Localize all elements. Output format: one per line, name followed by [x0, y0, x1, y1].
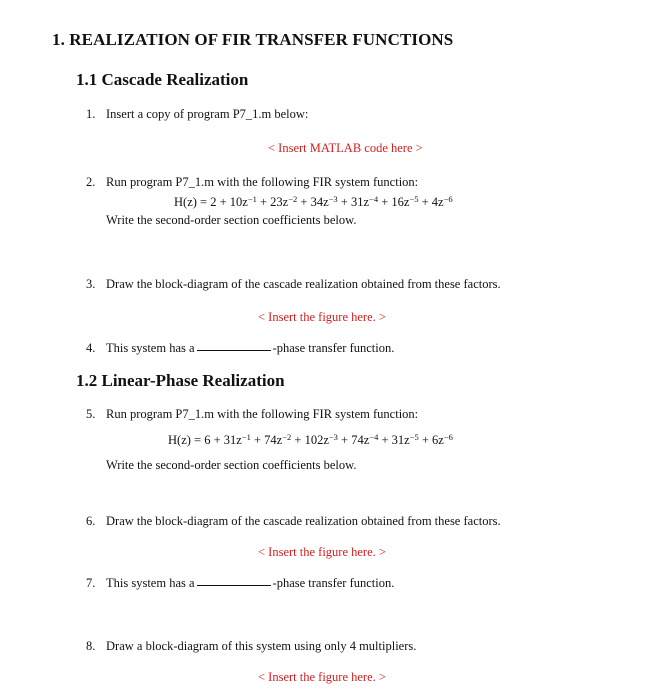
equation-1: $H(z) = 2 + 10z^{-1} + 23z^{-2} + 34z^{-3} + 31z^{-4} + 16z^{-5} + 4z^{-6}$ [174, 194, 453, 209]
item-4-number: 4. [86, 341, 96, 355]
subsection-title-linear-phase: 1.2 Linear-Phase Realization [76, 371, 285, 390]
equation-2: $H(z) = 6 + 31z^{-1} + 74z^{-2} + 102z^{-3} + 74z^{-4} + 31z^{-5} + 6z^{-6}$ [168, 432, 453, 447]
item-6-number: 6. [86, 514, 96, 528]
section-heading: 1. REALIZATION OF FIR TRANSFER FUNCTIONS [52, 30, 454, 49]
item-1-number: 1. [86, 107, 96, 121]
item-2-text: Run program P7_1.m with the following FIR system function: [106, 175, 419, 189]
item-8-number: 8. [86, 639, 96, 653]
item-1-text: Insert a copy of program P7_1.m below: [106, 107, 309, 121]
item-5-text: Run program P7_1.m with the following FIR system function: [106, 407, 419, 421]
matlab-code-placeholder: < Insert MATLAB code here > [268, 141, 423, 155]
answer-blank-2[interactable] [197, 585, 271, 586]
item-3-text: Draw the block-diagram of the cascade realization obtained from these factors. [106, 277, 501, 291]
item-8-text: Draw a block-diagram of this system using only 4 multipliers. [106, 639, 417, 653]
answer-blank-1[interactable] [197, 350, 271, 351]
item-6-text: Draw the block-diagram of the cascade realization obtained from these factors. [106, 514, 501, 528]
figure-placeholder-1: < Insert the figure here. > [258, 310, 386, 324]
item-3-number: 3. [86, 277, 96, 291]
figure-placeholder-3: < Insert the figure here. > [258, 670, 386, 684]
item-2-instruction: Write the second-order section coefficients below. [106, 213, 357, 227]
item-5-number: 5. [86, 407, 96, 421]
figure-placeholder-2: < Insert the figure here. > [258, 545, 386, 559]
item-7-text: This system has a -phase transfer function. [106, 576, 395, 590]
item-2-number: 2. [86, 175, 96, 189]
item-4-text: This system has a -phase transfer function. [106, 341, 395, 355]
subsection-title-cascade: 1.1 Cascade Realization [76, 70, 249, 89]
item-7-number: 7. [86, 576, 96, 590]
item-5-instruction: Write the second-order section coefficients below. [106, 458, 357, 472]
